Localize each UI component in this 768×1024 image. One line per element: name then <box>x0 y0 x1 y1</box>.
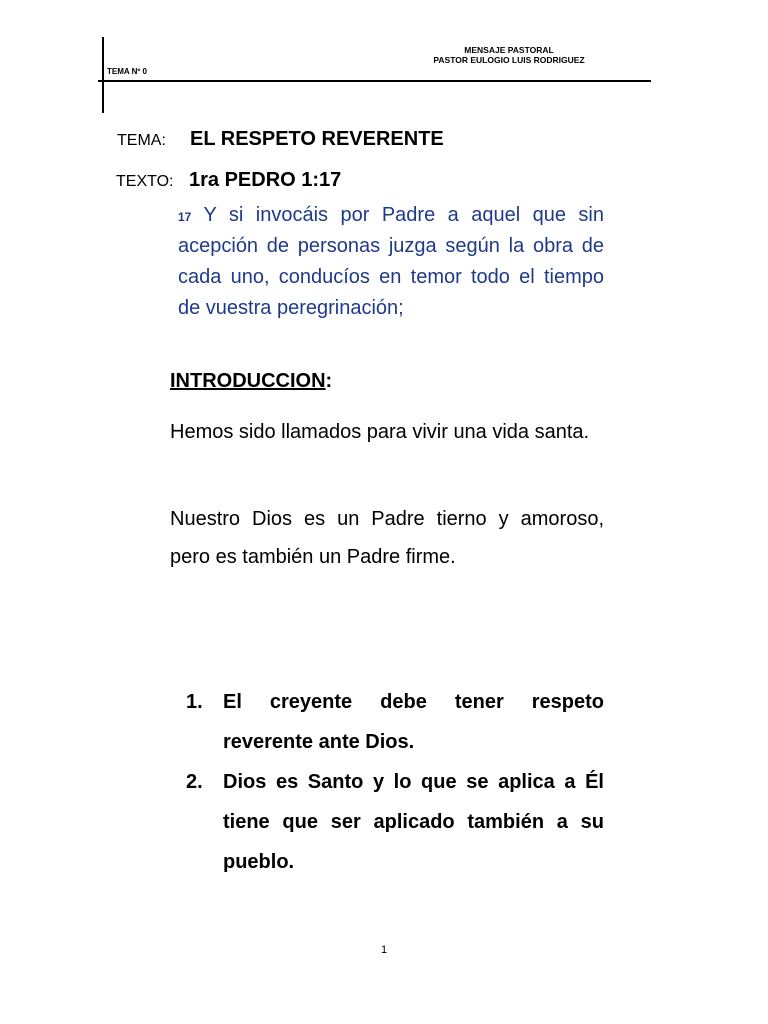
bible-verse <box>178 200 604 324</box>
intro-heading-text: INTRODUCCION <box>170 370 326 392</box>
list-item-text: El creyente debe tener respeto reverente ante Dios. <box>223 691 604 753</box>
texto-label: TEXTO: <box>116 173 174 190</box>
list-item <box>186 762 604 882</box>
list-item-number: 1. <box>186 691 203 713</box>
header-title-block <box>384 45 634 65</box>
intro-paragraph: Hemos sido llamados para vivir una vida santa. <box>170 421 590 443</box>
intro-heading <box>170 370 332 393</box>
verse-text: Y si invocáis por Padre a aquel que sin acepción de personas juzga según la obra de cada uno, conducíos en temor todo el tiempo de vuestra peregrinación; <box>178 204 604 319</box>
header-tema-number: TEMA Nº 0 <box>107 67 147 76</box>
points-list <box>186 682 604 882</box>
page-number: 1 <box>380 944 388 956</box>
intro-heading-colon: : <box>325 370 333 392</box>
tema-value: EL RESPETO REVERENTE <box>190 128 444 150</box>
list-item-number: 2. <box>186 771 203 793</box>
list-item <box>186 682 604 762</box>
intro-paragraph: Nuestro Dios es un Padre tierno y amoroso, pero es también un Padre firme. <box>170 508 604 568</box>
list-item-text: Dios es Santo y lo que se aplica a Él tiene que ser aplicado también a su pueblo. <box>223 771 604 873</box>
header-horizontal-rule <box>98 80 651 82</box>
tema-label: TEMA: <box>117 132 166 149</box>
header-line-mensaje: MENSAJE PASTORAL <box>464 45 554 55</box>
verse-number: 17 <box>178 210 192 224</box>
header-line-pastor: PASTOR EULOGIO LUIS RODRIGUEZ <box>433 55 585 65</box>
header-vertical-rule <box>102 37 104 113</box>
texto-value: 1ra PEDRO 1:17 <box>189 169 342 191</box>
